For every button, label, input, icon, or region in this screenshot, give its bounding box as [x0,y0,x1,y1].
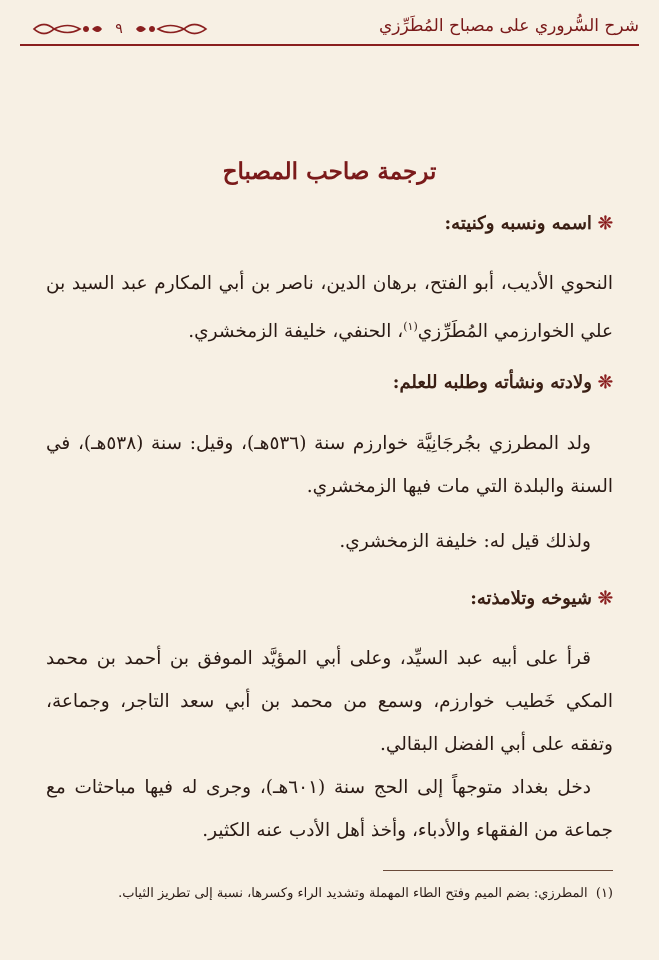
paragraph-text: ، الحنفي، خليفة الزمخشري. [188,321,404,343]
paragraph: قرأ على أبيه عبد السيِّد، وعلى أبي المؤيَّد الموفق بن أحمد بن محمد المكي خَطيب خوارزم، وسمع من محمد بن أبي سعد التاجر، وجماعة، وتفقه على أبي الفضل البقالي. [46,648,613,755]
footnote-text: المطرزي: بضم الميم وفتح الطاء المهملة وتشديد الراء وكسرها، نسبة إلى تطريز الثياب. [118,886,588,901]
section-heading-text: اسمه ونسبه وكنيته: [444,213,592,234]
section-heading-text: شيوخه وتلامذته: [470,588,592,609]
page-number: ٩ [106,18,132,40]
section-heading-text: ولادته ونشأته وطلبه للعلم: [392,372,592,393]
section-heading-name [445,213,613,234]
paragraph-text: النحوي الأديب، أبو الفتح، برهان الدين، ناصر بن أبي المكارم عبد السيد بن علي الخوارزمي المُطَرِّزي [46,273,613,343]
paragraph [46,262,613,353]
paragraph: ولد المطرزي بجُرجَانِيَّة خوارزم سنة (٥٣٦هـ)، وقيل: سنة (٥٣٨هـ)، في السنة والبلدة التي مات فيها الزمخشري. [46,433,613,497]
paragraph: دخل بغداد متوجهاً إلى الحج سنة (٦٠١هـ)، وجرى له فيها مباحثات مع جماعة من الفقهاء والأدباء، وأخذ أهل الأدب عنه الكثير. [46,777,613,841]
running-title: شرح السُّروري على مصباح المُطَرِّزي [378,16,639,36]
chapter-title: ترجمة صاحب المصباح [222,158,437,185]
section-heading-teachers [470,588,613,609]
bullet-icon: ❊ [597,213,613,234]
footnote-rule [383,870,613,871]
bullet-icon: ❊ [597,588,613,609]
paragraph: ولذلك قيل له: خليفة الزمخشري. [339,531,591,552]
footnote [40,884,613,904]
footnote-number: (١) [595,886,613,901]
section-heading-birth [393,372,613,393]
header-rule [20,44,639,46]
footnote-marker: (١) [403,320,418,333]
bullet-icon: ❊ [597,372,613,393]
header-ornament [30,18,210,40]
